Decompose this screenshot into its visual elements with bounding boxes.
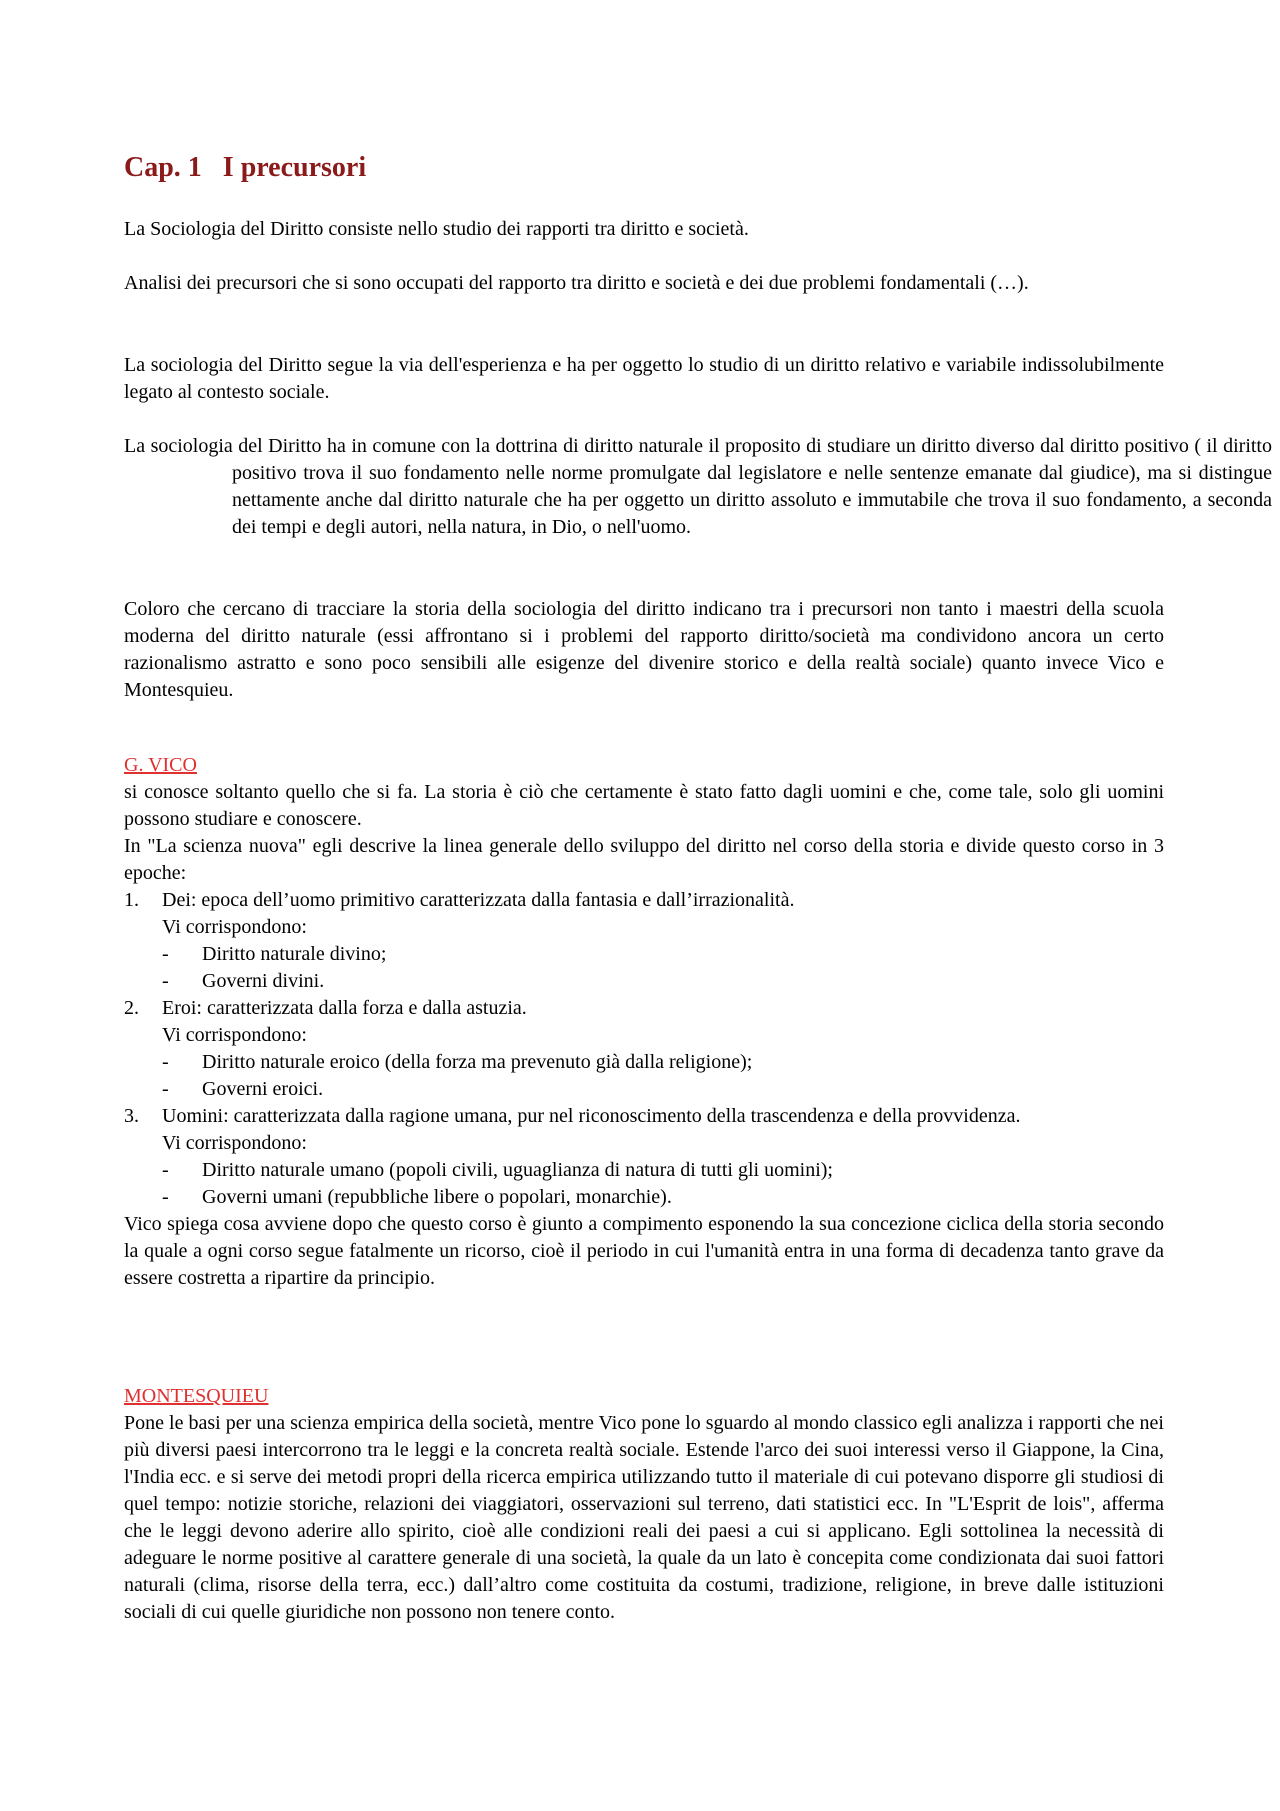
epoch-item [124,995,1164,1103]
list-item [124,968,1164,995]
list-item-text: Governi divini. [202,970,325,992]
list-item-text: Governi eroici. [202,1078,324,1100]
intro-paragraph-4: La sociologia del Diritto ha in comune con la dottrina di diritto naturale il proposito di studiare un diritto diverso dal diritto positivo ( il diritto positivo trova il suo fondamento nelle norme promulgate dal legislatore e nelle sentenze emanate dal giudice), ma si distingue nettamente anche dal diritto naturale che ha per oggetto un diritto assoluto e immutabile che trova il suo fondamento, a seconda dei tempi e degli autori, nella natura, in Dio, o nell'uomo. [124,435,1272,538]
list-item [124,1157,1164,1184]
intro-paragraph-5: Coloro che cercano di tracciare la storia della sociologia del diritto indicano tra i precursori non tanto i maestri della scuola moderna del diritto naturale (essi affrontano si i problemi del rapporto diritto/società ma condividono ancora un certo razionalismo astratto e sono poco sensibili alle esigenze del divenire storico e della realtà sociale) quanto invece Vico e Montesquieu. [124,598,1164,701]
list-item [124,1184,1164,1211]
epoch-number: 3. [124,1105,139,1127]
dash-bullet: - [162,943,169,965]
epoch-text: Dei: epoca dell’uomo primitivo caratterizzata dalla fantasia e dall’irrazionalità. [162,889,795,911]
epoch-item [124,887,1164,995]
list-item-text: Diritto naturale eroico (della forza ma prevenuto già dalla religione); [202,1051,753,1073]
list-item [124,941,1164,968]
vico-heading: G. VICO [124,754,197,776]
epoch-correspondence-label: Vi corrispondono: [162,1132,307,1154]
intro-paragraph-1: La Sociologia del Diritto consiste nello studio dei rapporti tra diritto e società. [124,218,749,240]
intro-paragraph-3: La sociologia del Diritto segue la via dell'esperienza e ha per oggetto lo studio di un diritto relativo e variabile indissolubilmente legato al contesto sociale. [124,354,1164,403]
epoch-text: Uomini: caratterizzata dalla ragione umana, pur nel riconoscimento della trascendenza e della provvidenza. [162,1105,1021,1127]
dash-bullet: - [162,1051,169,1073]
montesquieu-heading: MONTESQUIEU [124,1385,269,1407]
chapter-title: Cap. 1 I precursori [124,152,367,183]
epoch-number: 1. [124,889,139,911]
epoch-correspondence-label: Vi corrispondono: [162,916,307,938]
epoch-number: 2. [124,997,139,1019]
list-item-text: Governi umani (repubbliche libere o popolari, monarchie). [202,1186,672,1208]
list-item [124,1049,1164,1076]
dash-bullet: - [162,1186,169,1208]
list-item-text: Diritto naturale divino; [202,943,387,965]
epoch-item [124,1103,1164,1211]
epoch-correspondence-label: Vi corrispondono: [162,1024,307,1046]
list-item [124,1076,1164,1103]
vico-paragraph-1: si conosce soltanto quello che si fa. La storia è ciò che certamente è stato fatto dagli uomini e che, come tale, solo gli uomini possono studiare e conoscere. [124,781,1164,830]
vico-section [124,752,1164,1292]
intro-paragraph-2: Analisi dei precursori che si sono occupati del rapporto tra diritto e società e dei due problemi fondamentali (…). [124,272,1029,294]
montesquieu-paragraph: Pone le basi per una scienza empirica della società, mentre Vico pone lo sguardo al mondo classico egli analizza i rapporti che nei più diversi paesi intercorrono tra le leggi e la concreta realtà sociale. Estende l'arco dei suoi interessi verso il Giappone, la Cina, l'India ecc. e si serve dei metodi propri della ricerca empirica utilizzando tutto il materiale di cui potevano disporre gli studiosi di quel tempo: notizie storiche, relazioni dei viaggiatori, osservazioni sul terreno, dati statistici ecc. In "L'Esprit de lois", afferma che le leggi devono aderire allo spirito, cioè alle condizioni reali dei paesi a cui si applicano. Egli sottolinea la necessità di adeguare le norme positive al carattere generale di una società, la quale da un lato è concepita come condizionata dai suoi fattori naturali (clima, risorse della terra, ecc.) dall’altro come costituita da costumi, tradizione, religione, in breve dalle istituzioni sociali di cui quelle giuridiche non possono non tenere conto. [124,1412,1164,1623]
list-item-text: Diritto naturale umano (popoli civili, uguaglianza di natura di tutti gli uomini); [202,1159,833,1181]
epoch-text: Eroi: caratterizzata dalla forza e dalla astuzia. [162,997,527,1019]
montesquieu-section [124,1383,1164,1626]
dash-bullet: - [162,1159,169,1181]
vico-paragraph-2: In "La scienza nuova" egli descrive la linea generale dello sviluppo del diritto nel corso della storia e divide questo corso in 3 epoche: [124,835,1164,884]
dash-bullet: - [162,1078,169,1100]
vico-paragraph-3: Vico spiega cosa avviene dopo che questo corso è giunto a compimento esponendo la sua concezione ciclica della storia secondo la quale a ogni corso segue fatalmente un ricorso, cioè il periodo in cui l'umanità entra in una forma di decadenza tanto grave da essere costretta a ripartire da principio. [124,1213,1164,1289]
dash-bullet: - [162,970,169,992]
